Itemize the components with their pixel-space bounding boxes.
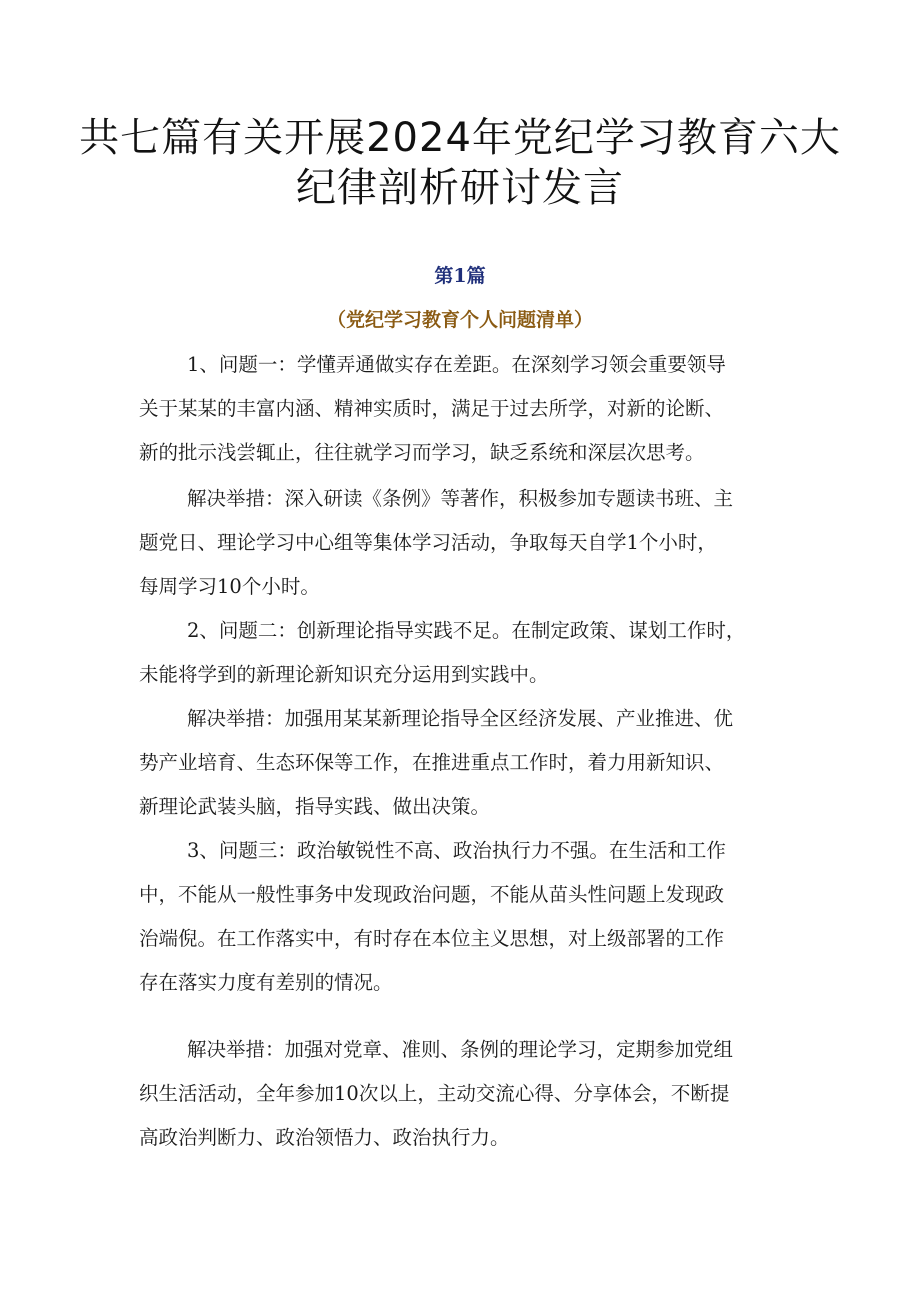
paragraph-line: 未能将学到的新理论新知识充分运用到实践中。	[139, 663, 549, 686]
section-heading: 第1篇	[434, 265, 486, 287]
paragraph-solution-3	[139, 1028, 789, 1160]
paragraph-line: 每周学习10个小时。	[139, 575, 320, 598]
paragraph-line: 1、问题一：学懂弄通做实存在差距。在深刻学习领会重要领导	[187, 353, 726, 376]
paragraph-line: 治端倪。在工作落实中，有时存在本位主义思想，对上级部署的工作	[139, 927, 725, 950]
paragraph-problem-3	[139, 829, 789, 1005]
paragraph-line: 势产业培育、生态环保等工作，在推进重点工作时，着力用新知识、	[139, 751, 725, 774]
document-title-line-2: 纪律剖析研讨发言	[296, 165, 624, 211]
paragraph-line: 织生活活动，全年参加10次以上，主动交流心得、分享体会，不断提	[139, 1082, 730, 1105]
paragraph-line: 3、问题三：政治敏锐性不高、政治执行力不强。在生活和工作	[187, 839, 726, 862]
paragraph-line: 存在落实力度有差别的情况。	[139, 971, 393, 994]
paragraph-solution-1	[139, 477, 789, 609]
document-title-line-1: 共七篇有关开展2024年党纪学习教育六大	[79, 115, 841, 161]
paragraph-line: 高政治判断力、政治领悟力、政治执行力。	[139, 1126, 510, 1149]
paragraph-problem-1	[139, 343, 789, 475]
paragraph-line: 解决举措：加强用某某新理论指导全区经济发展、产业推进、优	[187, 707, 734, 730]
section-subtitle: （党纪学习教育个人问题清单）	[326, 309, 593, 331]
paragraph-problem-2	[139, 609, 789, 697]
paragraph-line: 2、问题二：创新理论指导实践不足。在制定政策、谋划工作时，	[187, 619, 746, 642]
paragraph-solution-2	[139, 697, 789, 829]
paragraph-line: 解决举措：加强对党章、准则、条例的理论学习，定期参加党组	[187, 1038, 734, 1061]
paragraph-line: 题党日、理论学习中心组等集体学习活动，争取每天自学1个小时，	[139, 531, 717, 554]
paragraph-line: 关于某某的丰富内涵、精神实质时，满足于过去所学，对新的论断、	[139, 397, 725, 420]
paragraph-line: 新的批示浅尝辄止，往往就学习而学习，缺乏系统和深层次思考。	[139, 441, 705, 464]
paragraph-line: 新理论武装头脑，指导实践、做出决策。	[139, 795, 491, 818]
paragraph-line: 解决举措：深入研读《条例》等著作，积极参加专题读书班、主	[187, 487, 734, 510]
paragraph-line: 中，不能从一般性事务中发现政治问题，不能从苗头性问题上发现政	[139, 883, 725, 906]
